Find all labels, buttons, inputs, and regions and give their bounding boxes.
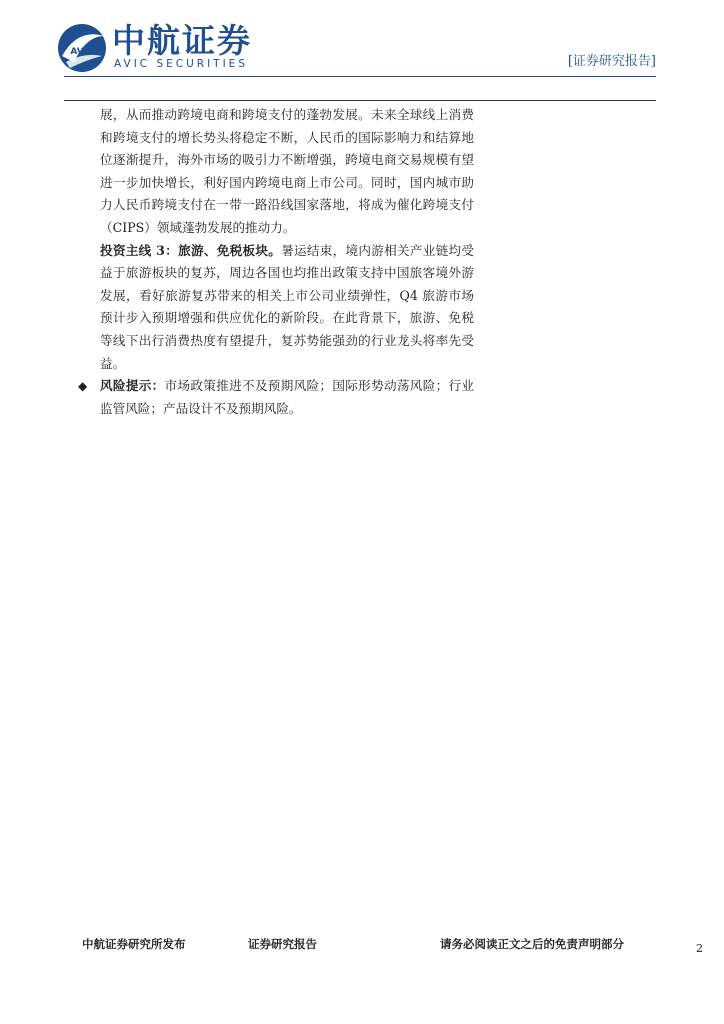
page-header (0, 0, 724, 104)
report-type-tag: [证券研究报告] (567, 54, 656, 69)
continued-paragraph: 展，从而推动跨境电商和跨境支付的蓬勃发展。未来全球线上消费和跨境支付的增长势头将稳定不断，人民币的国际影响力和结算地位逐渐提升，海外市场的吸引力不断增强，跨境电商交易规模有望进一步加快增长，利好国内跨境电商上市公司。同时，国内城市助力人民币跨境支付在一带一路沿线国家落地，将成为催化跨境支付（CIPS）领域蓬勃发展的推动力。 (100, 107, 474, 235)
footer-publisher: 中航证券研究所发布 (82, 937, 186, 951)
footer-disclaimer-note: 请务必阅读正文之后的免责声明部分 (440, 937, 624, 951)
risk-warning (78, 375, 474, 420)
logo-text: AVIC (70, 47, 94, 57)
report-body (78, 104, 474, 420)
page-number: 2 (696, 942, 703, 955)
investment-theme-3 (78, 240, 474, 376)
brand-name-en: AVIC SECURITIES (114, 58, 248, 70)
risk-title: 风险提示： (100, 378, 165, 394)
brand-name-cn: 中航证券 (112, 21, 252, 60)
header-divider (64, 76, 656, 77)
page-footer (0, 936, 724, 960)
diamond-bullet-icon: ◆ (78, 379, 88, 394)
avic-logo-icon (56, 22, 108, 74)
content-top-divider (64, 100, 656, 101)
risk-text: 市场政策推进不及预期风险；国际形势动荡风险；行业监管风险；产品设计不及预期风险。 (100, 378, 475, 416)
theme-3-text: 暑运结束，境内游相关产业链均受益于旅游板块的复苏，周边各国也均推出政策支持中国旅客境外游发展，看好旅游复苏带来的相关上市公司业绩弹性，Q4 旅游市场预计步入预期增强和供应优化的新阶段。在此背景下，旅游、免税等线下出行消费热度有望提升，复苏势能强劲的行业龙头将率先受益。 (100, 242, 474, 371)
footer-report-type: 证券研究报告 (248, 937, 317, 951)
theme-3-title: 投资主线 3：旅游、免税板块。 (100, 242, 282, 258)
company-logo (56, 22, 256, 74)
